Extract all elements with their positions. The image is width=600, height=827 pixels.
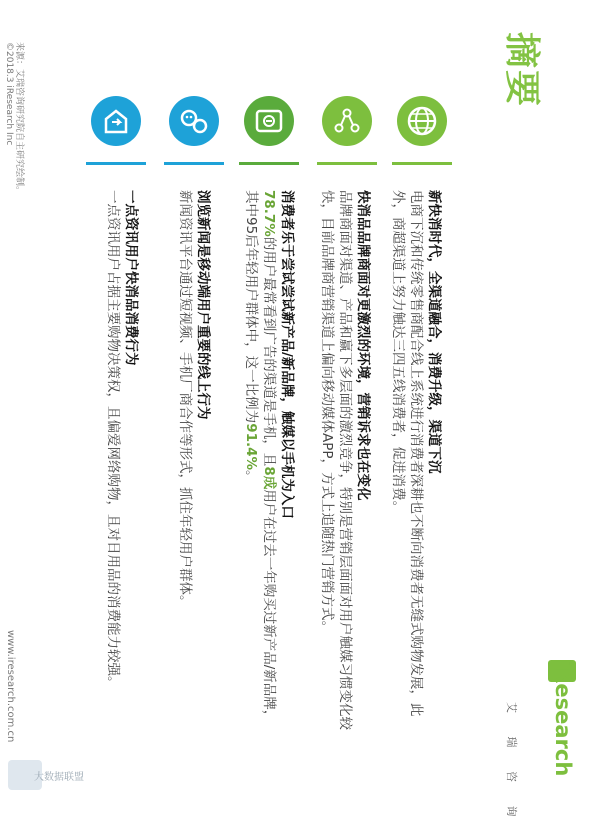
section-4 — [176, 190, 212, 730]
section-body-text: 用户在过去一年购买过新产品/新品牌，其中95后年轻用户群体中，这一比例为 — [243, 190, 277, 724]
section-heading: 新快消时代，全渠道融合，消费升级，渠道下沉 — [426, 190, 442, 474]
section-3 — [242, 190, 296, 730]
stat-highlight: 78.7% — [261, 190, 277, 237]
brand-subtitle: 艾 瑞 咨 询 — [505, 702, 518, 827]
section-body: 新闻资讯平台通过短视频、手机厂商合作等形式，抓住年轻用户群体。 — [177, 190, 193, 609]
divider — [239, 162, 299, 165]
share-nodes-icon — [322, 96, 372, 146]
divider — [86, 162, 146, 165]
section-1 — [389, 190, 443, 730]
source-note: 来源：艾瑞咨询研究院自主研究绘制。 — [14, 42, 24, 196]
brand-name: iResearch — [551, 660, 575, 777]
section-body: 品牌商面对渠道、产品和赢下多层面的激烈竞争，特别是营销层面面对用户触媒习惯变化较快，目前品牌商营销渠道上偏向移动媒体APP，方式上追随热门营销方式。 — [319, 190, 353, 730]
divider — [317, 162, 377, 165]
stat-highlight: 91.4% — [243, 423, 259, 471]
site-url[interactable]: www.iresearch.com.cn — [5, 630, 16, 743]
section-heading: 快消品品牌商面对更激烈的环境，营销诉求也在变化 — [355, 190, 371, 501]
divider — [164, 162, 224, 165]
section-body: 电商下沉和传统零售商配合线上系统进行消费者深耕也不断向消费者无缝式购物发展，此外，商超渠道上努力触达三四五线消费者，促进消费。 — [390, 190, 424, 717]
section-heading: 消费者乐于尝试尝试新产品/新品牌，触媒以手机为入口 — [279, 190, 295, 519]
section-heading: 浏览新闻是移动端用户重要的线上行为 — [195, 190, 211, 420]
stat-highlight: 8成 — [261, 466, 277, 490]
section-body — [242, 190, 278, 730]
page-title: 摘要 — [501, 32, 542, 109]
watermark-text: 大数据联盟 — [34, 772, 84, 783]
globe-icon — [397, 96, 447, 146]
section-body-text: 的用户最常看到广告的渠道是手机，且 — [261, 236, 277, 467]
people-chat-icon — [169, 96, 219, 146]
section-heading: 一点资讯用户快消品消费行为 — [123, 190, 139, 366]
smartphone-icon — [244, 96, 294, 146]
section-2 — [318, 190, 372, 730]
home-arrow-icon — [91, 96, 141, 146]
copyright-note: ©2018.3 iResearch Inc — [4, 42, 14, 146]
divider — [392, 162, 452, 165]
section-body: 一点资讯用户占据主要购物决策权，且偏爱网络购物，且对日用品的消费能力较强。 — [105, 190, 121, 690]
section-5 — [104, 190, 140, 730]
section-body-text: 。 — [243, 470, 259, 484]
